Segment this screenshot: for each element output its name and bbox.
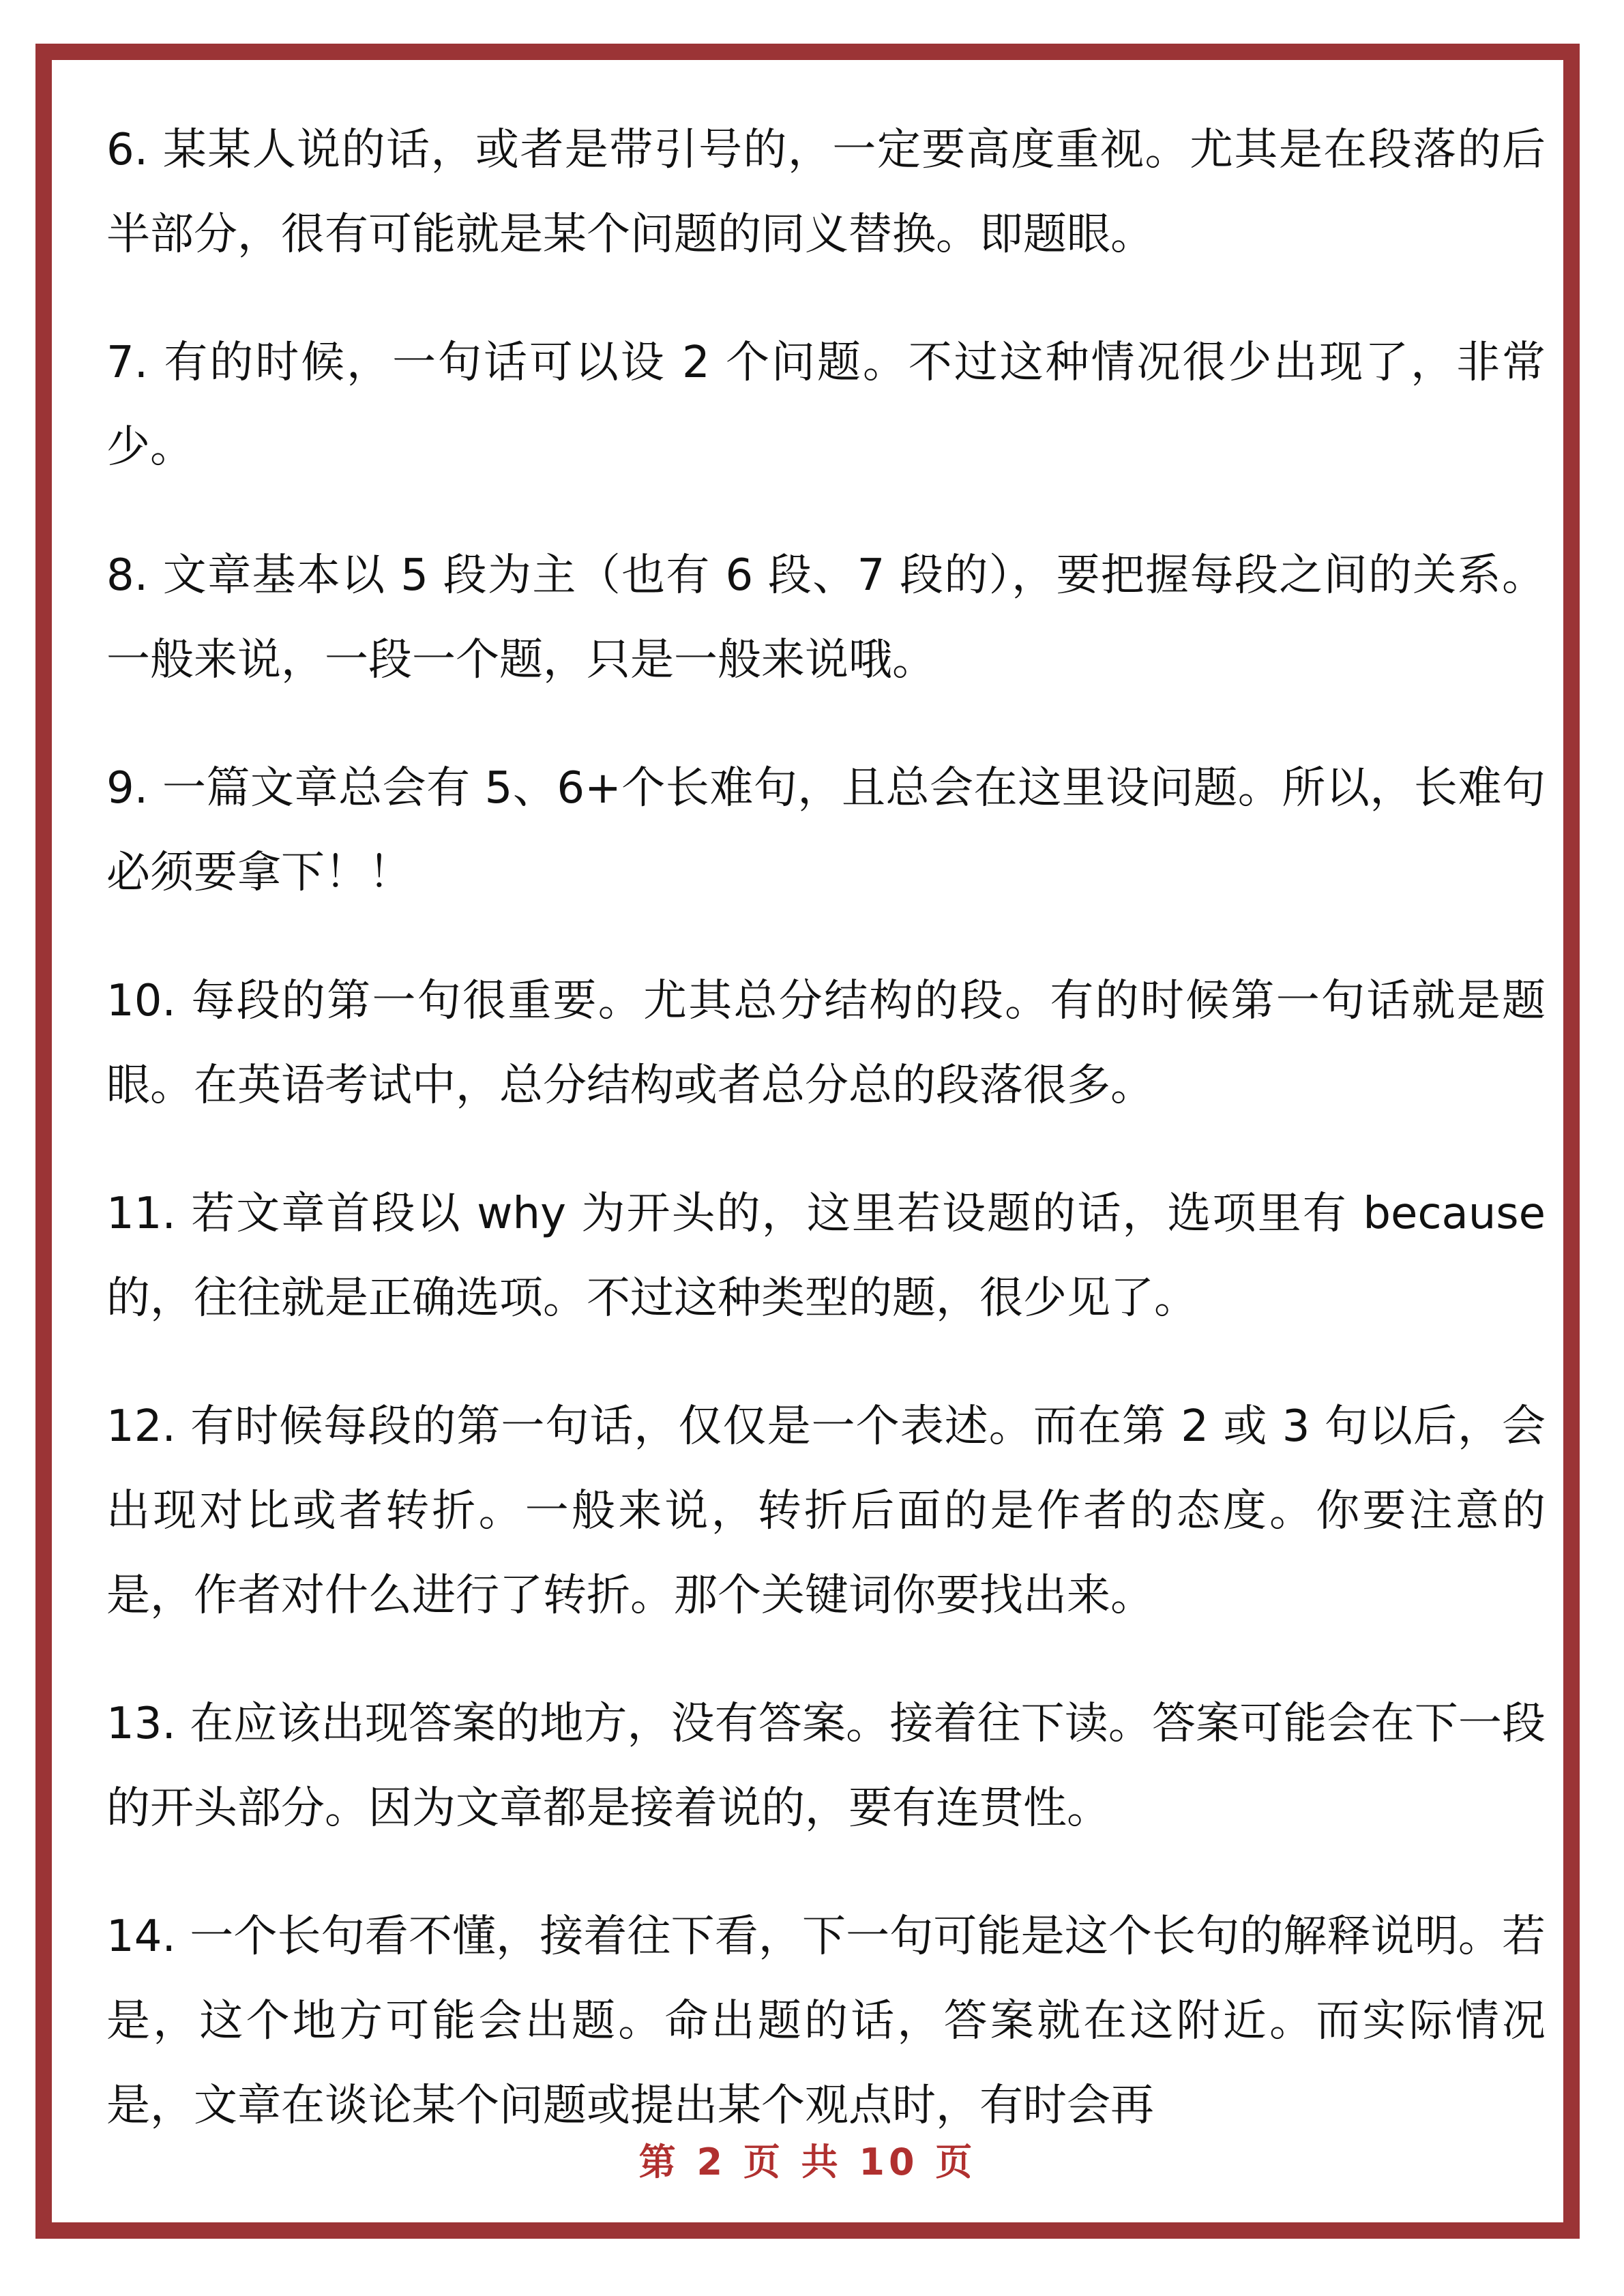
item-text: 文章基本以 5 段为主（也有 6 段、7 段的），要把握每段之间的关系。一般来说，一段一个题，只是一般来说哦。 [106,550,1546,685]
list-item [106,1894,1546,2148]
list-item [106,746,1546,915]
list-item [106,1172,1546,1341]
item-text: 每段的第一句很重要。尤其总分结构的段。有的时候第一句话就是题眼。在英语考试中，总分结构或者总分总的段落很多。 [106,976,1546,1111]
list-item [106,320,1546,490]
item-number: 7. [106,338,149,388]
list-item [106,959,1546,1128]
item-number: 9. [106,763,149,814]
item-number: 10. [106,976,176,1026]
item-text: 一个长句看不懂，接着往下看，下一句可能是这个长句的解释说明。若是，这个地方可能会出题。命出题的话，答案就在这附近。而实际情况是，文章在谈论某个问题或提出某个观点时，有时会再 [106,1911,1546,2131]
list-item [106,108,1546,277]
list-item [106,1384,1546,1638]
item-text: 若文章首段以 why 为开头的，这里若设题的话，选项里有 because 的，往往就是正确选项。不过这种类型的题，很少见了。 [106,1189,1546,1324]
item-number: 14. [106,1911,176,1962]
list-item [106,1682,1546,1851]
list-item [106,533,1546,702]
item-number: 13. [106,1699,176,1749]
item-number: 12. [106,1401,176,1452]
item-text: 在应该出现答案的地方，没有答案。接着往下读。答案可能会在下一段的开头部分。因为文章都是接着说的，要有连贯性。 [106,1699,1546,1834]
item-number: 8. [106,550,149,601]
item-text: 有的时候，一句话可以设 2 个问题。不过这种情况很少出现了，非常少。 [106,338,1546,473]
item-number: 6. [106,125,149,175]
item-number: 11. [106,1189,176,1239]
item-text: 有时候每段的第一句话，仅仅是一个表述。而在第 2 或 3 句以后，会出现对比或者转折。一般来说，转折后面的是作者的态度。你要注意的是，作者对什么进行了转折。那个关键词你要找出来。 [106,1401,1546,1621]
page-number-footer: 第 2 页 共 10 页 [638,2141,977,2183]
item-text: 某某人说的话，或者是带引号的，一定要高度重视。尤其是在段落的后半部分，很有可能就是某个问题的同义替换。即题眼。 [106,125,1546,260]
document-body [106,108,1546,2192]
item-text: 一篇文章总会有 5、6+个长难句，且总会在这里设问题。所以，长难句必须要拿下！！ [106,763,1546,898]
page-frame [35,44,1580,2239]
